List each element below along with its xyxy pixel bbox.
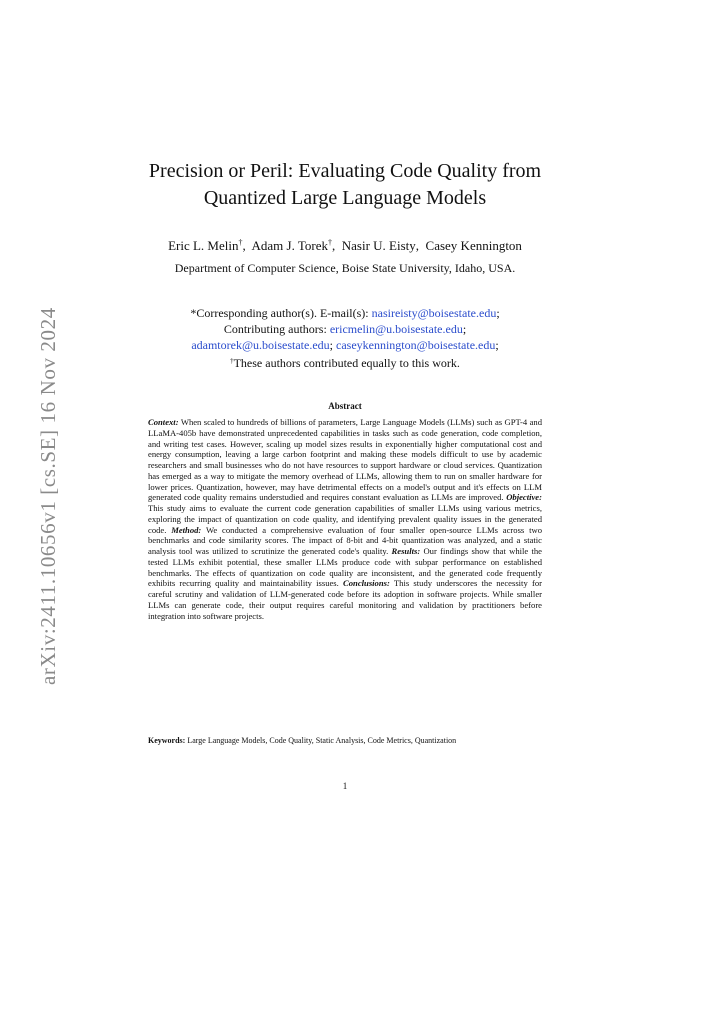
author-affiliation: Department of Computer Science, Boise State University, Idaho, USA. — [174, 261, 516, 275]
arxiv-identifier-stamp: arXiv:2411.10656v1 [cs.SE] 16 Nov 2024 — [36, 307, 60, 685]
abstract-section-text: Our findings show that while the tested LLMs exhibit potential, these smaller LLMs produce code with subpar performance on established benchmarks. The effects of quantization on code quality are inconsistent, and the generated code frequently exhibits recurring quality and maintainability issues. — [148, 546, 543, 589]
keywords-label: Keywords: — [148, 736, 186, 745]
equal-contribution-mark: † — [238, 238, 243, 247]
abstract-heading: Abstract — [328, 401, 362, 411]
contributing-authors-prefix: Contributing authors: — [223, 322, 330, 336]
email-link-adamtorek[interactable]: adamtorek@u.boisestate.edu — [191, 338, 330, 352]
author-list: Eric L. Melin†, Adam J. Torek†, Nasir U. Eisty, Casey Kennington — [168, 238, 522, 253]
paper-title — [110, 158, 580, 212]
corresponding-email-link[interactable]: nasireisty@boisestate.edu — [371, 306, 497, 320]
email-link-ericmelin[interactable]: ericmelin@u.boisestate.edu — [329, 322, 463, 336]
author-name: Nasir U. Eisty — [341, 238, 416, 253]
abstract-section-text: This study underscores the necessity for careful scrutiny and validation of LLM-generated code before its adoption in software projects. While smaller LLMs can generate code, their output requires careful monitoring and validation by practitioners before integration into software projects. — [148, 578, 542, 621]
equal-contribution-mark: † — [328, 238, 332, 247]
author-name: Eric L. Melin — [168, 238, 239, 253]
equal-contribution-mark: † — [230, 357, 234, 365]
keywords-text: Large Language Models, Code Quality, Static Analysis, Code Metrics, Quantization — [185, 736, 457, 745]
corresponding-author-line: *Corresponding author(s). E-mail(s): nasireisty@boisestate.edu; — [190, 306, 500, 320]
contributing-authors-line: Contributing authors: ericmelin@u.boisestate.edu; — [223, 322, 467, 336]
abstract-section-text: This study aims to evaluate the current code generation capabilities of smaller LLMs using various metrics, exploring the impact of quantization on code quality, and identifying prevalent quality issues in the generated code. — [148, 503, 542, 535]
author-name: Adam J. Torek — [251, 238, 328, 253]
contributing-emails-line: adamtorek@u.boisestate.edu; caseykennington@boisestate.edu; — [191, 338, 499, 352]
abstract-section-label: Results: — [391, 546, 421, 556]
contact-block — [110, 305, 580, 371]
corresponding-author-prefix: *Corresponding author(s). E-mail(s): — [190, 306, 372, 320]
paper-title-line-2: Quantized Large Language Models — [203, 187, 487, 209]
equal-contribution-note: †These authors contributed equally to this work. — [230, 356, 460, 370]
abstract-section-label: Conclusions: — [343, 578, 390, 589]
paper-title-line-1: Precision or Peril: Evaluating Code Quality from — [148, 160, 542, 182]
abstract-section-text: When scaled to hundreds of billions of parameters, Large Language Models (LLMs) such as GPT-4 and LLaMA-405b have demonstrated unprecedented capabilities in tasks such as code generation, code completion, and writing test cases. However, scaling up model sizes results in exponentially higher computational cost and energy consumption, leaving a large carbon footprint and making these models difficult to use by academic researchers and small businesses who do not have resources to support hardware or cloud services. Quantization has emerged as a way to mitigate the memory overhead of LLMs, allowing them to run on smaller hardware for lower prices. Quantization, however, may have detrimental effects on a model's output and it's effects on LLM generated code quality remains understudied and requires constant evaluation as LLMs are improved. — [148, 417, 542, 503]
abstract-section-label: Context: — [148, 417, 179, 427]
email-link-caseykennington[interactable]: caseykennington@boisestate.edu — [336, 338, 496, 352]
page-number: 1 — [342, 781, 348, 791]
author-name: Casey Kennington — [425, 238, 522, 253]
abstract-body — [148, 417, 542, 621]
abstract-section-label: Objective: — [506, 492, 542, 503]
keywords-line — [148, 735, 542, 746]
abstract-section-text: We conducted a comprehensive evaluation of four smaller open-source LLMs across two benchmarks and code similarity scores. The impact of 8-bit and 4-bit quantization was analyzed, and a static analysis tool was utilized to scrutinize the generated code's quality. — [148, 524, 542, 556]
abstract-section-label: Method: — [171, 524, 202, 535]
